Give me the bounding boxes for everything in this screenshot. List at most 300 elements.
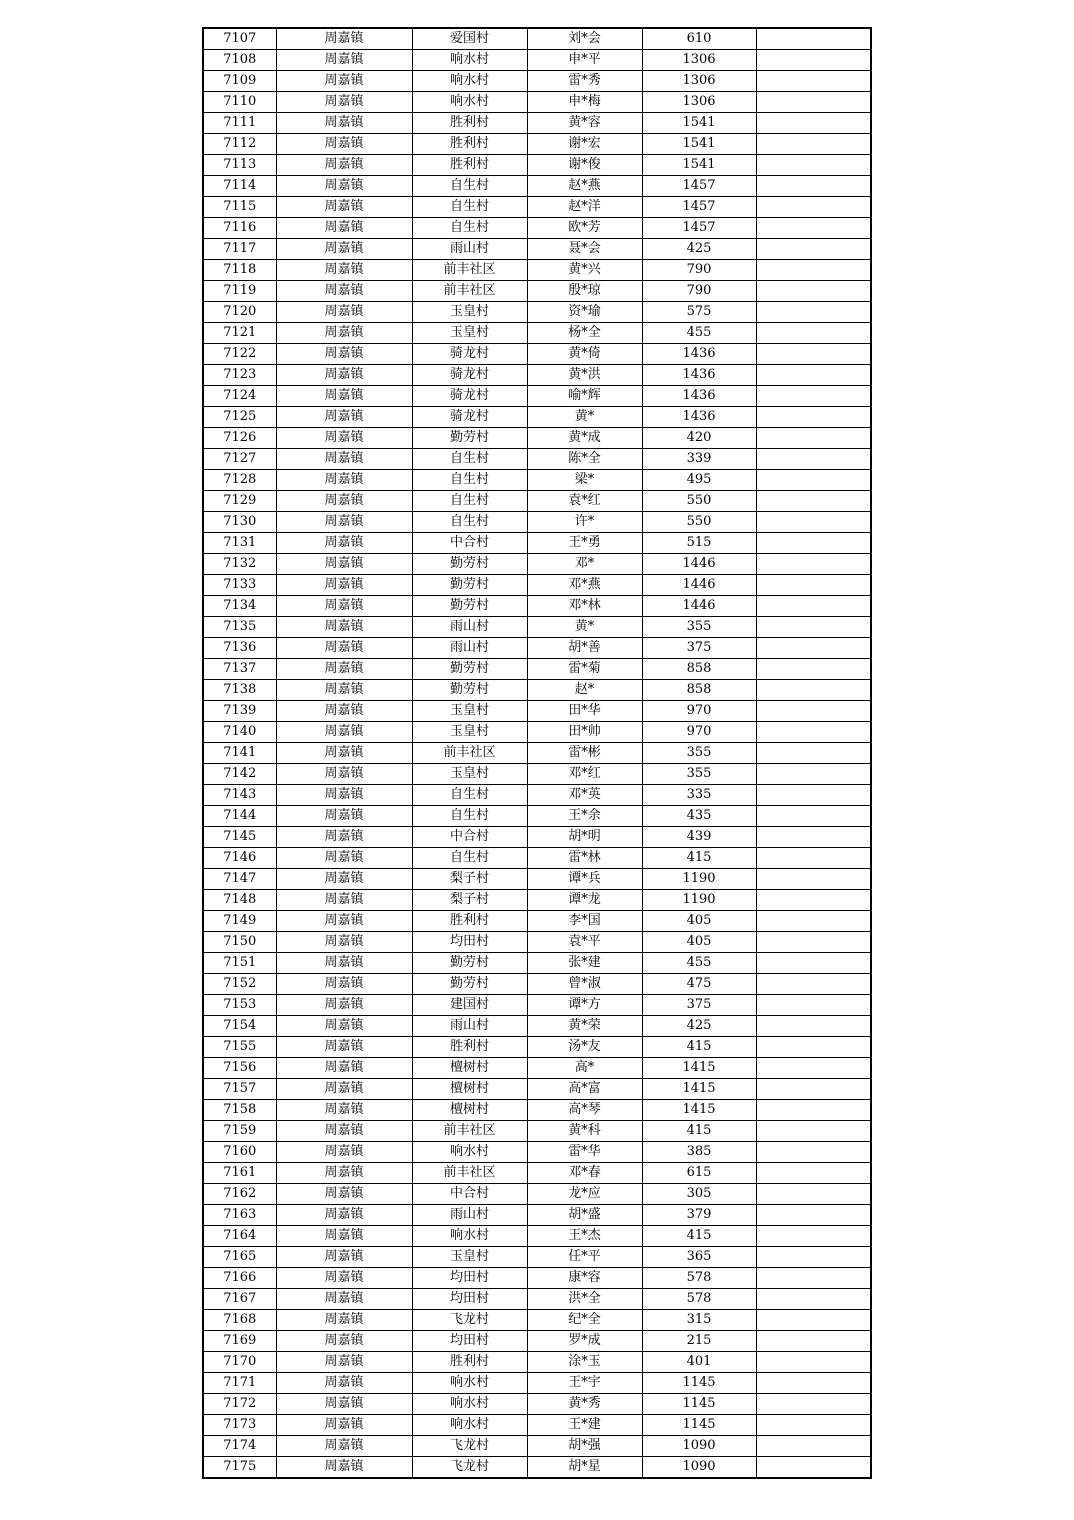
table-row	[203, 722, 871, 743]
table-row	[203, 953, 871, 974]
serial-cell: 7151	[203, 953, 276, 974]
name-cell: 王*宇	[527, 1373, 642, 1394]
serial-cell: 7167	[203, 1289, 276, 1310]
village-cell: 雨山村	[412, 239, 527, 260]
remark-cell	[756, 1205, 871, 1226]
amount-cell: 420	[642, 428, 756, 449]
table-row	[203, 1226, 871, 1247]
serial-cell: 7126	[203, 428, 276, 449]
remark-cell	[756, 953, 871, 974]
amount-cell: 401	[642, 1352, 756, 1373]
name-cell: 雷*菊	[527, 659, 642, 680]
amount-cell: 578	[642, 1268, 756, 1289]
name-cell: 黄*	[527, 617, 642, 638]
town-cell: 周嘉镇	[276, 806, 412, 827]
name-cell: 谭*兵	[527, 869, 642, 890]
amount-cell: 405	[642, 932, 756, 953]
town-cell: 周嘉镇	[276, 995, 412, 1016]
name-cell: 赵*	[527, 680, 642, 701]
serial-cell: 7152	[203, 974, 276, 995]
serial-cell: 7112	[203, 134, 276, 155]
town-cell: 周嘉镇	[276, 239, 412, 260]
amount-cell: 858	[642, 659, 756, 680]
village-cell: 胜利村	[412, 113, 527, 134]
name-cell: 胡*星	[527, 1457, 642, 1479]
village-cell: 胜利村	[412, 1352, 527, 1373]
village-cell: 玉皇村	[412, 722, 527, 743]
town-cell: 周嘉镇	[276, 1121, 412, 1142]
remark-cell	[756, 1121, 871, 1142]
remark-cell	[756, 92, 871, 113]
remark-cell	[756, 365, 871, 386]
town-cell: 周嘉镇	[276, 554, 412, 575]
table-row	[203, 743, 871, 764]
table-row	[203, 1310, 871, 1331]
remark-cell	[756, 134, 871, 155]
town-cell: 周嘉镇	[276, 785, 412, 806]
remark-cell	[756, 1142, 871, 1163]
village-cell: 响水村	[412, 50, 527, 71]
name-cell: 黄*洪	[527, 365, 642, 386]
name-cell: 陈*全	[527, 449, 642, 470]
village-cell: 均田村	[412, 1331, 527, 1352]
amount-cell: 1541	[642, 134, 756, 155]
table-row	[203, 1247, 871, 1268]
amount-cell: 790	[642, 260, 756, 281]
village-cell: 玉皇村	[412, 764, 527, 785]
town-cell: 周嘉镇	[276, 71, 412, 92]
village-cell: 前丰社区	[412, 1121, 527, 1142]
table-row	[203, 50, 871, 71]
town-cell: 周嘉镇	[276, 722, 412, 743]
town-cell: 周嘉镇	[276, 1163, 412, 1184]
town-cell: 周嘉镇	[276, 1184, 412, 1205]
remark-cell	[756, 575, 871, 596]
remark-cell	[756, 470, 871, 491]
remark-cell	[756, 722, 871, 743]
name-cell: 邓*	[527, 554, 642, 575]
town-cell: 周嘉镇	[276, 974, 412, 995]
remark-cell	[756, 617, 871, 638]
remark-cell	[756, 680, 871, 701]
remark-cell	[756, 785, 871, 806]
table-row	[203, 1205, 871, 1226]
remark-cell	[756, 28, 871, 50]
town-cell: 周嘉镇	[276, 869, 412, 890]
name-cell: 资*瑜	[527, 302, 642, 323]
table-row	[203, 1394, 871, 1415]
village-cell: 自生村	[412, 512, 527, 533]
name-cell: 黄*	[527, 407, 642, 428]
amount-cell: 355	[642, 617, 756, 638]
serial-cell: 7136	[203, 638, 276, 659]
name-cell: 曾*淑	[527, 974, 642, 995]
town-cell: 周嘉镇	[276, 176, 412, 197]
table-row	[203, 386, 871, 407]
village-cell: 胜利村	[412, 911, 527, 932]
remark-cell	[756, 701, 871, 722]
amount-cell: 1436	[642, 365, 756, 386]
table-row	[203, 428, 871, 449]
town-cell: 周嘉镇	[276, 50, 412, 71]
table-row	[203, 932, 871, 953]
village-cell: 骑龙村	[412, 407, 527, 428]
town-cell: 周嘉镇	[276, 848, 412, 869]
amount-cell: 435	[642, 806, 756, 827]
name-cell: 黄*荣	[527, 1016, 642, 1037]
name-cell: 王*勇	[527, 533, 642, 554]
remark-cell	[756, 260, 871, 281]
town-cell: 周嘉镇	[276, 1457, 412, 1479]
town-cell: 周嘉镇	[276, 1310, 412, 1331]
amount-cell: 1415	[642, 1058, 756, 1079]
name-cell: 谭*方	[527, 995, 642, 1016]
remark-cell	[756, 1163, 871, 1184]
serial-cell: 7107	[203, 28, 276, 50]
table-row	[203, 785, 871, 806]
amount-cell: 1306	[642, 50, 756, 71]
town-cell: 周嘉镇	[276, 617, 412, 638]
table-row	[203, 281, 871, 302]
town-cell: 周嘉镇	[276, 1142, 412, 1163]
table-row	[203, 1037, 871, 1058]
village-cell: 檀树村	[412, 1100, 527, 1121]
remark-cell	[756, 1331, 871, 1352]
serial-cell: 7128	[203, 470, 276, 491]
name-cell: 谢*宏	[527, 134, 642, 155]
table-row	[203, 764, 871, 785]
name-cell: 黄*秀	[527, 1394, 642, 1415]
serial-cell: 7121	[203, 323, 276, 344]
remark-cell	[756, 1226, 871, 1247]
table-row	[203, 995, 871, 1016]
remark-cell	[756, 659, 871, 680]
table-row	[203, 1331, 871, 1352]
table-row	[203, 1352, 871, 1373]
village-cell: 檀树村	[412, 1079, 527, 1100]
remark-cell	[756, 596, 871, 617]
remark-cell	[756, 890, 871, 911]
name-cell: 田*华	[527, 701, 642, 722]
village-cell: 骑龙村	[412, 365, 527, 386]
town-cell: 周嘉镇	[276, 1436, 412, 1457]
serial-cell: 7129	[203, 491, 276, 512]
name-cell: 高*	[527, 1058, 642, 1079]
amount-cell: 1145	[642, 1373, 756, 1394]
remark-cell	[756, 407, 871, 428]
amount-cell: 415	[642, 1121, 756, 1142]
table-row	[203, 344, 871, 365]
amount-cell: 1436	[642, 344, 756, 365]
name-cell: 申*梅	[527, 92, 642, 113]
town-cell: 周嘉镇	[276, 113, 412, 134]
village-cell: 响水村	[412, 1142, 527, 1163]
name-cell: 康*容	[527, 1268, 642, 1289]
table-row	[203, 1100, 871, 1121]
serial-cell: 7145	[203, 827, 276, 848]
amount-cell: 425	[642, 239, 756, 260]
town-cell: 周嘉镇	[276, 491, 412, 512]
serial-cell: 7174	[203, 1436, 276, 1457]
name-cell: 邓*燕	[527, 575, 642, 596]
town-cell: 周嘉镇	[276, 323, 412, 344]
name-cell: 雷*秀	[527, 71, 642, 92]
table-row	[203, 1373, 871, 1394]
village-cell: 勤劳村	[412, 659, 527, 680]
table-row	[203, 1079, 871, 1100]
table-row	[203, 491, 871, 512]
village-cell: 自生村	[412, 449, 527, 470]
remark-cell	[756, 869, 871, 890]
town-cell: 周嘉镇	[276, 344, 412, 365]
table-row	[203, 680, 871, 701]
table-row	[203, 575, 871, 596]
amount-cell: 385	[642, 1142, 756, 1163]
amount-cell: 425	[642, 1016, 756, 1037]
village-cell: 均田村	[412, 932, 527, 953]
serial-cell: 7158	[203, 1100, 276, 1121]
table-row	[203, 1142, 871, 1163]
name-cell: 谭*龙	[527, 890, 642, 911]
remark-cell	[756, 911, 871, 932]
serial-cell: 7165	[203, 1247, 276, 1268]
remark-cell	[756, 806, 871, 827]
table-row	[203, 1436, 871, 1457]
serial-cell: 7149	[203, 911, 276, 932]
village-cell: 勤劳村	[412, 596, 527, 617]
town-cell: 周嘉镇	[276, 1415, 412, 1436]
town-cell: 周嘉镇	[276, 932, 412, 953]
name-cell: 邓*春	[527, 1163, 642, 1184]
serial-cell: 7114	[203, 176, 276, 197]
town-cell: 周嘉镇	[276, 1016, 412, 1037]
remark-cell	[756, 239, 871, 260]
town-cell: 周嘉镇	[276, 512, 412, 533]
table-row	[203, 449, 871, 470]
town-cell: 周嘉镇	[276, 1205, 412, 1226]
town-cell: 周嘉镇	[276, 260, 412, 281]
table-row	[203, 1163, 871, 1184]
amount-cell: 305	[642, 1184, 756, 1205]
village-cell: 勤劳村	[412, 953, 527, 974]
name-cell: 张*建	[527, 953, 642, 974]
amount-cell: 495	[642, 470, 756, 491]
table-row	[203, 617, 871, 638]
village-cell: 自生村	[412, 491, 527, 512]
remark-cell	[756, 1415, 871, 1436]
remark-cell	[756, 1058, 871, 1079]
village-cell: 前丰社区	[412, 260, 527, 281]
remark-cell	[756, 1289, 871, 1310]
amount-cell: 610	[642, 28, 756, 50]
serial-cell: 7108	[203, 50, 276, 71]
amount-cell: 970	[642, 722, 756, 743]
name-cell: 纪*全	[527, 1310, 642, 1331]
table-row	[203, 134, 871, 155]
town-cell: 周嘉镇	[276, 1289, 412, 1310]
amount-cell: 379	[642, 1205, 756, 1226]
town-cell: 周嘉镇	[276, 281, 412, 302]
village-cell: 自生村	[412, 176, 527, 197]
village-cell: 均田村	[412, 1289, 527, 1310]
name-cell: 胡*强	[527, 1436, 642, 1457]
serial-cell: 7139	[203, 701, 276, 722]
name-cell: 王*建	[527, 1415, 642, 1436]
amount-cell: 550	[642, 491, 756, 512]
name-cell: 王*余	[527, 806, 642, 827]
name-cell: 赵*洋	[527, 197, 642, 218]
table-row	[203, 1184, 871, 1205]
name-cell: 许*	[527, 512, 642, 533]
serial-cell: 7137	[203, 659, 276, 680]
serial-cell: 7163	[203, 1205, 276, 1226]
name-cell: 罗*成	[527, 1331, 642, 1352]
serial-cell: 7109	[203, 71, 276, 92]
town-cell: 周嘉镇	[276, 386, 412, 407]
name-cell: 喻*辉	[527, 386, 642, 407]
town-cell: 周嘉镇	[276, 134, 412, 155]
town-cell: 周嘉镇	[276, 218, 412, 239]
serial-cell: 7154	[203, 1016, 276, 1037]
amount-cell: 1145	[642, 1415, 756, 1436]
town-cell: 周嘉镇	[276, 407, 412, 428]
table-row	[203, 365, 871, 386]
town-cell: 周嘉镇	[276, 575, 412, 596]
name-cell: 汤*友	[527, 1037, 642, 1058]
name-cell: 黄*兴	[527, 260, 642, 281]
remark-cell	[756, 386, 871, 407]
town-cell: 周嘉镇	[276, 197, 412, 218]
table-row	[203, 911, 871, 932]
amount-cell: 355	[642, 764, 756, 785]
amount-cell: 1457	[642, 197, 756, 218]
amount-cell: 1446	[642, 554, 756, 575]
serial-cell: 7111	[203, 113, 276, 134]
town-cell: 周嘉镇	[276, 764, 412, 785]
name-cell: 刘*会	[527, 28, 642, 50]
serial-cell: 7147	[203, 869, 276, 890]
remark-cell	[756, 197, 871, 218]
remark-cell	[756, 71, 871, 92]
amount-cell: 1457	[642, 176, 756, 197]
table-row	[203, 1415, 871, 1436]
remark-cell	[756, 932, 871, 953]
serial-cell: 7132	[203, 554, 276, 575]
serial-cell: 7141	[203, 743, 276, 764]
amount-cell: 1190	[642, 869, 756, 890]
amount-cell: 1446	[642, 596, 756, 617]
town-cell: 周嘉镇	[276, 1331, 412, 1352]
table-row	[203, 701, 871, 722]
amount-cell: 1190	[642, 890, 756, 911]
serial-cell: 7171	[203, 1373, 276, 1394]
name-cell: 赵*燕	[527, 176, 642, 197]
table-row	[203, 407, 871, 428]
village-cell: 中合村	[412, 533, 527, 554]
name-cell: 高*琴	[527, 1100, 642, 1121]
town-cell: 周嘉镇	[276, 365, 412, 386]
town-cell: 周嘉镇	[276, 596, 412, 617]
amount-cell: 439	[642, 827, 756, 848]
name-cell: 邓*红	[527, 764, 642, 785]
village-cell: 勤劳村	[412, 680, 527, 701]
village-cell: 响水村	[412, 1394, 527, 1415]
town-cell: 周嘉镇	[276, 680, 412, 701]
table-row	[203, 1058, 871, 1079]
amount-cell: 335	[642, 785, 756, 806]
village-cell: 飞龙村	[412, 1436, 527, 1457]
serial-cell: 7148	[203, 890, 276, 911]
name-cell: 胡*盛	[527, 1205, 642, 1226]
table-row	[203, 113, 871, 134]
name-cell: 欧*芳	[527, 218, 642, 239]
amount-cell: 375	[642, 638, 756, 659]
name-cell: 雷*彬	[527, 743, 642, 764]
serial-cell: 7134	[203, 596, 276, 617]
name-cell: 任*平	[527, 1247, 642, 1268]
village-cell: 雨山村	[412, 638, 527, 659]
amount-cell: 339	[642, 449, 756, 470]
village-cell: 响水村	[412, 92, 527, 113]
town-cell: 周嘉镇	[276, 428, 412, 449]
name-cell: 邓*林	[527, 596, 642, 617]
serial-cell: 7122	[203, 344, 276, 365]
name-cell: 涂*玉	[527, 1352, 642, 1373]
town-cell: 周嘉镇	[276, 1079, 412, 1100]
remark-cell	[756, 995, 871, 1016]
amount-cell: 355	[642, 743, 756, 764]
village-cell: 自生村	[412, 197, 527, 218]
amount-cell: 405	[642, 911, 756, 932]
remark-cell	[756, 1037, 871, 1058]
remark-cell	[756, 218, 871, 239]
village-cell: 勤劳村	[412, 575, 527, 596]
amount-cell: 578	[642, 1289, 756, 1310]
remark-cell	[756, 1247, 871, 1268]
remark-cell	[756, 533, 871, 554]
town-cell: 周嘉镇	[276, 533, 412, 554]
name-cell: 邓*英	[527, 785, 642, 806]
village-cell: 勤劳村	[412, 974, 527, 995]
town-cell: 周嘉镇	[276, 1352, 412, 1373]
village-cell: 中合村	[412, 827, 527, 848]
amount-cell: 455	[642, 323, 756, 344]
town-cell: 周嘉镇	[276, 1058, 412, 1079]
name-cell: 王*杰	[527, 1226, 642, 1247]
amount-cell: 475	[642, 974, 756, 995]
name-cell: 黄*成	[527, 428, 642, 449]
amount-cell: 858	[642, 680, 756, 701]
amount-cell: 415	[642, 848, 756, 869]
town-cell: 周嘉镇	[276, 953, 412, 974]
village-cell: 雨山村	[412, 1205, 527, 1226]
data-table	[202, 27, 872, 1479]
amount-cell: 1090	[642, 1457, 756, 1479]
town-cell: 周嘉镇	[276, 92, 412, 113]
table-row	[203, 218, 871, 239]
village-cell: 胜利村	[412, 134, 527, 155]
name-cell: 胡*明	[527, 827, 642, 848]
town-cell: 周嘉镇	[276, 827, 412, 848]
town-cell: 周嘉镇	[276, 302, 412, 323]
serial-cell: 7117	[203, 239, 276, 260]
village-cell: 勤劳村	[412, 428, 527, 449]
serial-cell: 7144	[203, 806, 276, 827]
table-row	[203, 470, 871, 491]
village-cell: 前丰社区	[412, 743, 527, 764]
serial-cell: 7161	[203, 1163, 276, 1184]
table-row	[203, 176, 871, 197]
